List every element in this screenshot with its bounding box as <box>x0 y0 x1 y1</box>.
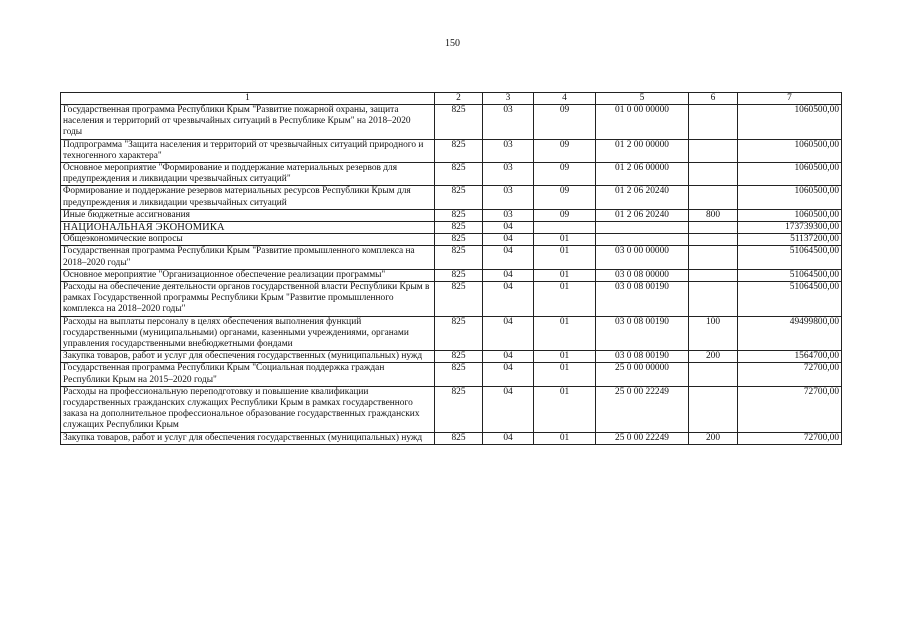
row-section-code: 04 <box>483 222 534 234</box>
row-expense-type: 100 <box>689 316 738 351</box>
row-amount: 51064500,00 <box>738 282 842 317</box>
row-target-article <box>596 222 689 234</box>
table-row <box>61 105 842 140</box>
row-target-article: 03 0 08 00190 <box>596 316 689 351</box>
budget-table <box>60 92 842 445</box>
row-name: Иные бюджетные ассигнования <box>61 209 435 221</box>
row-amount: 72700,00 <box>738 363 842 386</box>
row-expense-type <box>689 269 738 281</box>
row-subsection-code: 01 <box>534 316 596 351</box>
row-name: Подпрограмма "Защита населения и территорий от чрезвычайных ситуаций природного и техногенного характера" <box>61 139 435 162</box>
row-section-code: 03 <box>483 186 534 209</box>
row-expense-type <box>689 186 738 209</box>
header-col-1: 1 <box>61 93 435 105</box>
table-row <box>61 186 842 209</box>
row-section-code: 03 <box>483 209 534 221</box>
row-target-article: 01 2 06 00000 <box>596 163 689 186</box>
row-target-article: 03 0 08 00000 <box>596 269 689 281</box>
row-expense-type <box>689 139 738 162</box>
row-ministry-code: 825 <box>435 163 483 186</box>
row-amount: 1060500,00 <box>738 139 842 162</box>
row-name: Расходы на обеспечение деятельности органов государственной власти Республики Крым в рамках Государственной программы Республики Крым "Развитие промышленного комплекса на 2018–2020 годы" <box>61 282 435 317</box>
row-subsection-code: 01 <box>534 246 596 269</box>
row-name: НАЦИОНАЛЬНАЯ ЭКОНОМИКА <box>61 222 435 234</box>
row-amount: 1060500,00 <box>738 163 842 186</box>
row-subsection-code: 01 <box>534 269 596 281</box>
row-section-code: 04 <box>483 246 534 269</box>
row-name: Основное мероприятие "Формирование и поддержание материальных резервов для предупреждения и ликвидации чрезвычайных ситуаций" <box>61 163 435 186</box>
row-subsection-code: 01 <box>534 234 596 246</box>
row-section-code: 04 <box>483 432 534 444</box>
row-ministry-code: 825 <box>435 139 483 162</box>
table-row <box>61 139 842 162</box>
row-ministry-code: 825 <box>435 432 483 444</box>
row-subsection-code: 01 <box>534 432 596 444</box>
row-subsection-code: 09 <box>534 209 596 221</box>
row-amount: 173739300,00 <box>738 222 842 234</box>
header-col-4: 4 <box>534 93 596 105</box>
row-ministry-code: 825 <box>435 351 483 363</box>
table-row <box>61 316 842 351</box>
row-expense-type <box>689 282 738 317</box>
table-row <box>61 282 842 317</box>
row-name: Государственная программа Республики Крым "Развитие пожарной охраны, защита населения и территорий от чрезвычайных ситуаций в Республике Крым" на 2018–2020 годы <box>61 105 435 140</box>
row-subsection-code <box>534 222 596 234</box>
row-ministry-code: 825 <box>435 234 483 246</box>
table-header-row <box>61 93 842 105</box>
row-section-code: 03 <box>483 163 534 186</box>
row-subsection-code: 09 <box>534 163 596 186</box>
table-row <box>61 386 842 432</box>
row-section-code: 04 <box>483 269 534 281</box>
row-ministry-code: 825 <box>435 222 483 234</box>
table-row <box>61 222 842 234</box>
row-name: Общеэкономические вопросы <box>61 234 435 246</box>
row-subsection-code: 01 <box>534 363 596 386</box>
row-expense-type: 200 <box>689 351 738 363</box>
row-subsection-code: 09 <box>534 186 596 209</box>
header-col-5: 5 <box>596 93 689 105</box>
row-amount: 1060500,00 <box>738 186 842 209</box>
row-ministry-code: 825 <box>435 269 483 281</box>
row-ministry-code: 825 <box>435 316 483 351</box>
row-target-article: 03 0 08 00190 <box>596 282 689 317</box>
row-target-article: 01 2 06 20240 <box>596 209 689 221</box>
row-name: Расходы на профессиональную переподготовку и повышение квалификации государственных гражданских служащих Республики Крым в рамках государственного заказа на дополнительное профессиональное образование государственных гражданских служащих Республики Крым <box>61 386 435 432</box>
row-expense-type <box>689 163 738 186</box>
row-target-article: 01 0 00 00000 <box>596 105 689 140</box>
row-target-article: 03 0 00 00000 <box>596 246 689 269</box>
row-amount: 1060500,00 <box>738 209 842 221</box>
row-expense-type <box>689 246 738 269</box>
row-target-article: 01 2 00 00000 <box>596 139 689 162</box>
table-row <box>61 432 842 444</box>
row-section-code: 04 <box>483 386 534 432</box>
row-expense-type <box>689 234 738 246</box>
table-row <box>61 246 842 269</box>
row-expense-type <box>689 222 738 234</box>
row-section-code: 04 <box>483 282 534 317</box>
row-target-article: 01 2 06 20240 <box>596 186 689 209</box>
row-subsection-code: 09 <box>534 105 596 140</box>
row-target-article: 25 0 00 00000 <box>596 363 689 386</box>
row-subsection-code: 01 <box>534 351 596 363</box>
row-target-article: 25 0 00 22249 <box>596 386 689 432</box>
table-row <box>61 234 842 246</box>
row-expense-type <box>689 363 738 386</box>
row-amount: 49499800,00 <box>738 316 842 351</box>
table-row <box>61 363 842 386</box>
header-col-3: 3 <box>483 93 534 105</box>
row-section-code: 03 <box>483 105 534 140</box>
row-name: Государственная программа Республики Крым "Социальная поддержка граждан Республики Крым на 2015–2020 годы" <box>61 363 435 386</box>
row-ministry-code: 825 <box>435 209 483 221</box>
header-col-6: 6 <box>689 93 738 105</box>
row-expense-type: 800 <box>689 209 738 221</box>
row-name: Основное мероприятие "Организационное обеспечение реализации программы" <box>61 269 435 281</box>
row-subsection-code: 01 <box>534 282 596 317</box>
row-subsection-code: 01 <box>534 386 596 432</box>
row-expense-type <box>689 105 738 140</box>
row-ministry-code: 825 <box>435 386 483 432</box>
row-target-article: 25 0 00 22249 <box>596 432 689 444</box>
row-section-code: 04 <box>483 234 534 246</box>
row-amount: 51137200,00 <box>738 234 842 246</box>
row-section-code: 04 <box>483 351 534 363</box>
row-ministry-code: 825 <box>435 246 483 269</box>
row-ministry-code: 825 <box>435 282 483 317</box>
row-section-code: 04 <box>483 316 534 351</box>
row-amount: 51064500,00 <box>738 269 842 281</box>
row-name: Расходы на выплаты персоналу в целях обеспечения выполнения функций государственными (муниципальными) органами, казенными учреждениями, органами управления государственными внебюджетными фондами <box>61 316 435 351</box>
row-amount: 1564700,00 <box>738 351 842 363</box>
row-target-article: 03 0 08 00190 <box>596 351 689 363</box>
row-amount: 72700,00 <box>738 432 842 444</box>
row-subsection-code: 09 <box>534 139 596 162</box>
table-row <box>61 209 842 221</box>
row-ministry-code: 825 <box>435 186 483 209</box>
table-row <box>61 269 842 281</box>
row-amount: 1060500,00 <box>738 105 842 140</box>
row-section-code: 03 <box>483 139 534 162</box>
row-target-article <box>596 234 689 246</box>
row-name: Закупка товаров, работ и услуг для обеспечения государственных (муниципальных) нужд <box>61 351 435 363</box>
row-name: Закупка товаров, работ и услуг для обеспечения государственных (муниципальных) нужд <box>61 432 435 444</box>
row-ministry-code: 825 <box>435 105 483 140</box>
row-name: Государственная программа Республики Крым "Развитие промышленного комплекса на 2018–2020 годы" <box>61 246 435 269</box>
row-ministry-code: 825 <box>435 363 483 386</box>
row-expense-type: 200 <box>689 432 738 444</box>
row-expense-type <box>689 386 738 432</box>
row-amount: 72700,00 <box>738 386 842 432</box>
table-row <box>61 351 842 363</box>
header-col-2: 2 <box>435 93 483 105</box>
table-row <box>61 163 842 186</box>
header-col-7: 7 <box>738 93 842 105</box>
row-name: Формирование и поддержание резервов материальных ресурсов Республики Крым для предупреждения и ликвидации чрезвычайных ситуаций <box>61 186 435 209</box>
row-amount: 51064500,00 <box>738 246 842 269</box>
row-section-code: 04 <box>483 363 534 386</box>
page-number: 150 <box>445 38 460 49</box>
